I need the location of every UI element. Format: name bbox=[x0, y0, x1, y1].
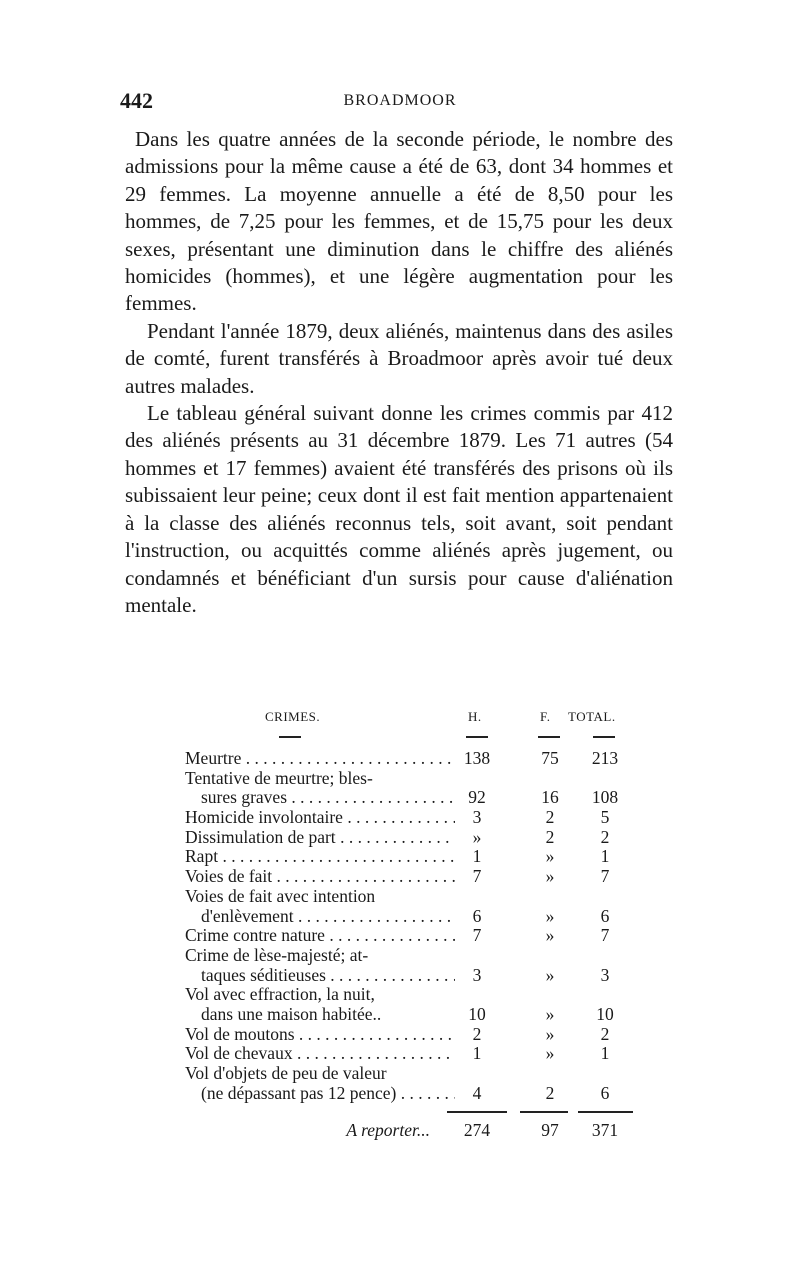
crime-label: Vol avec effraction, la nuit, bbox=[185, 985, 375, 1005]
crime-label: Crime de lèse-majesté; at- bbox=[185, 945, 369, 965]
crime-label: taques séditieuses . . . bbox=[201, 966, 455, 986]
table-row bbox=[185, 867, 625, 887]
count-total: 5 bbox=[600, 807, 610, 828]
paragraph: Le tableau général suivant donne les crimes commis par 412 des aliénés présents au 31 décembre 1879. Les 71 autres (54 hommes et 17 femmes) avaient été transférés des prisons où ils subissaient leur peine; ceux dont il est fait mention appartenaient à la classe des aliénés reconnus tels, soit avant, soit pendant l'instruction, ou acquittés comme aliénés après jugement, ou condamnés et bénéficiant d'un sursis pour cause d'aliénation mentale. bbox=[125, 401, 673, 617]
count-total: 3 bbox=[600, 964, 610, 985]
total-f: 97 bbox=[541, 1120, 559, 1141]
count-f: » bbox=[545, 905, 555, 926]
crime-label: (ne dépassant pas 12 pence) . . . bbox=[201, 1084, 455, 1104]
crime-label: Tentative de meurtre; bles- bbox=[185, 768, 373, 788]
header-crimes: CRIMES. bbox=[265, 709, 321, 724]
paragraph: Pendant l'année 1879, deux aliénés, maintenus dans des asiles de comté, furent transférés à Broadmoor après avoir tué deux autres malades. bbox=[125, 318, 673, 398]
crimes-table bbox=[185, 703, 625, 1145]
count-h: 2 bbox=[472, 1023, 482, 1044]
table-body bbox=[185, 749, 625, 1103]
count-f: » bbox=[545, 925, 555, 946]
table-row bbox=[185, 1005, 625, 1025]
header-h: H. bbox=[468, 709, 482, 724]
count-total: 108 bbox=[591, 787, 619, 808]
table-row bbox=[185, 847, 625, 867]
dash bbox=[466, 736, 488, 738]
count-f: 2 bbox=[545, 826, 555, 847]
sum-rules bbox=[185, 1103, 625, 1121]
count-h: 6 bbox=[472, 905, 482, 926]
table-row bbox=[185, 1084, 625, 1104]
table-row bbox=[185, 926, 625, 946]
count-h: » bbox=[472, 826, 482, 847]
header-f: F. bbox=[540, 709, 551, 724]
sum-rule bbox=[520, 1111, 568, 1113]
count-f: » bbox=[545, 1003, 555, 1024]
count-h: 7 bbox=[472, 925, 482, 946]
crime-label: Homicide involontaire . . . bbox=[185, 808, 455, 828]
crime-label: Meurtre . . . bbox=[185, 749, 455, 769]
count-f: » bbox=[545, 1043, 555, 1064]
count-total: 2 bbox=[600, 826, 610, 847]
total-row bbox=[185, 1121, 625, 1145]
count-f: » bbox=[545, 866, 555, 887]
count-total: 213 bbox=[591, 748, 619, 768]
header-total: TOTAL. bbox=[568, 709, 616, 724]
count-h: 92 bbox=[468, 787, 486, 808]
count-h: 1 bbox=[472, 1043, 482, 1064]
table-row bbox=[185, 749, 625, 769]
sum-rule bbox=[447, 1111, 507, 1113]
crime-label: Crime contre nature . . . bbox=[185, 926, 455, 946]
count-h: 10 bbox=[468, 1003, 486, 1024]
crime-label: Dissimulation de part . . . bbox=[185, 828, 455, 848]
count-f: 2 bbox=[545, 1082, 555, 1103]
count-total: 10 bbox=[596, 1003, 614, 1024]
table-row bbox=[185, 1025, 625, 1045]
count-h: 138 bbox=[463, 748, 491, 768]
count-total: 7 bbox=[600, 925, 610, 946]
dash bbox=[593, 736, 615, 738]
count-total: 6 bbox=[600, 905, 610, 926]
count-h: 4 bbox=[472, 1082, 482, 1103]
sum-rule bbox=[578, 1111, 633, 1113]
dash bbox=[538, 736, 560, 738]
total-h: 274 bbox=[463, 1120, 491, 1141]
table-row bbox=[185, 1044, 625, 1064]
crime-label: Rapt . . . bbox=[185, 847, 455, 867]
count-h: 7 bbox=[472, 866, 482, 887]
crime-label: Voies de fait avec intention bbox=[185, 886, 376, 906]
count-total: 6 bbox=[600, 1082, 610, 1103]
crime-label: Vol de moutons . . . bbox=[185, 1025, 455, 1045]
crime-label: d'enlèvement . . . bbox=[201, 907, 455, 927]
table-row bbox=[185, 907, 625, 927]
crime-label: sures graves . . . bbox=[201, 788, 455, 808]
count-f: » bbox=[545, 846, 555, 867]
count-total: 2 bbox=[600, 1023, 610, 1044]
paragraph: Dans les quatre années de la seconde période, le nombre des admissions pour la même cause a été de 63, dont 34 hommes et 29 femmes. La moyenne annuelle a été de 8,50 pour les hommes, de 7,25 pour les femmes, et de 15,75 pour les deux sexes, présentant une diminution dans le chiffre des aliénés homicides (hommes), et une légère augmentation pour les femmes. bbox=[125, 127, 673, 316]
count-f: 2 bbox=[545, 807, 555, 828]
count-f: » bbox=[545, 1023, 555, 1044]
count-total: 7 bbox=[600, 866, 610, 887]
running-title: BROADMOOR bbox=[343, 92, 457, 109]
crime-label: dans une maison habitée.. bbox=[201, 1004, 382, 1024]
table-row bbox=[185, 887, 625, 907]
table-row bbox=[185, 808, 625, 828]
table-row bbox=[185, 985, 625, 1005]
count-h: 3 bbox=[472, 964, 482, 985]
header-dashes bbox=[185, 725, 625, 749]
table-row bbox=[185, 1064, 625, 1084]
table-header bbox=[185, 703, 625, 725]
total-label: A reporter... bbox=[346, 1120, 430, 1141]
count-f: » bbox=[545, 964, 555, 985]
dash bbox=[279, 736, 301, 738]
body-text bbox=[125, 126, 673, 619]
running-head bbox=[120, 88, 680, 118]
table-row bbox=[185, 966, 625, 986]
crime-label: Voies de fait . . . bbox=[185, 867, 455, 887]
page-number: 442 bbox=[120, 88, 153, 113]
table-row bbox=[185, 828, 625, 848]
crime-label: Vol de chevaux . . . bbox=[185, 1044, 455, 1064]
count-h: 3 bbox=[472, 807, 482, 828]
table-row bbox=[185, 769, 625, 789]
count-f: 75 bbox=[541, 748, 559, 768]
total-t: 371 bbox=[591, 1120, 619, 1141]
count-h: 1 bbox=[472, 846, 482, 867]
count-total: 1 bbox=[600, 846, 610, 867]
count-total: 1 bbox=[600, 1043, 610, 1064]
table-row bbox=[185, 788, 625, 808]
count-f: 16 bbox=[541, 787, 559, 808]
table-row bbox=[185, 946, 625, 966]
crime-label: Vol d'objets de peu de valeur bbox=[185, 1064, 387, 1083]
